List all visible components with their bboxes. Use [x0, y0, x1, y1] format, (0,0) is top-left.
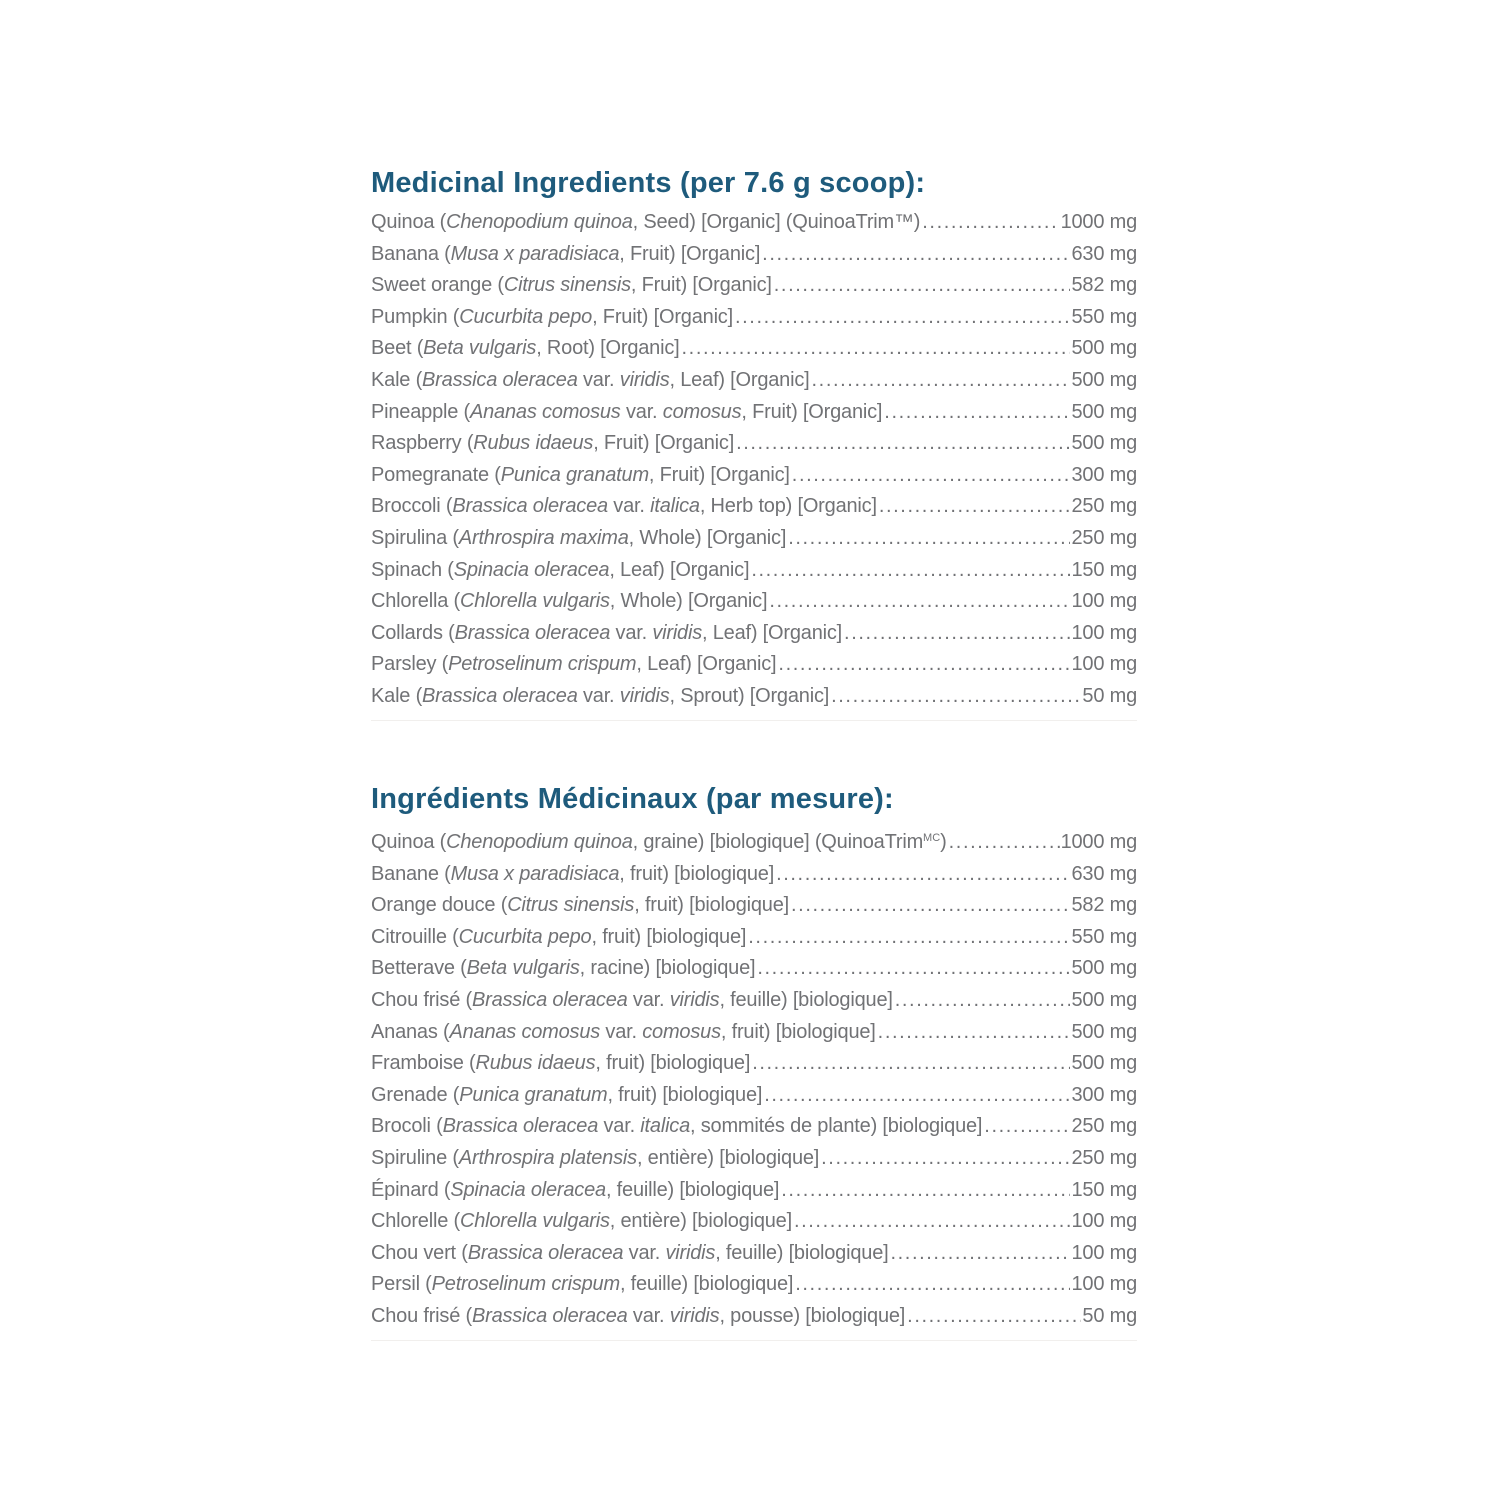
- ingredient-row: [371, 586, 1137, 618]
- ingredient-name: Quinoa (Chenopodium quinoa, Seed) [Organic] (QuinoaTrim™): [371, 211, 921, 233]
- ingredient-amount: 150 mg: [1071, 1178, 1137, 1201]
- ingredient-row: [371, 302, 1137, 334]
- ingredient-row: [371, 618, 1137, 650]
- dotted-leader: [844, 618, 1070, 650]
- ingredient-amount: 500 mg: [1071, 432, 1137, 455]
- section-title-en: Medicinal Ingredients (per 7.6 g scoop):: [371, 167, 926, 199]
- ingredient-row: [371, 953, 1137, 985]
- ingredient-amount: 150 mg: [1071, 558, 1137, 581]
- ingredient-row: [371, 681, 1137, 713]
- ingredient-row: [371, 649, 1137, 681]
- dotted-leader: [776, 859, 1070, 891]
- ingredient-row: [371, 1080, 1137, 1112]
- dotted-leader: [922, 207, 1059, 239]
- ingredient-row: [371, 365, 1137, 397]
- dotted-leader: [907, 1301, 1081, 1333]
- ingredient-name: Broccoli (Brassica oleracea var. italica, Herb top) [Organic]: [371, 495, 877, 518]
- ingredient-list-fr: [371, 823, 1137, 1333]
- ingredient-name: Citrouille (Cucurbita pepo, fruit) [biologique]: [371, 925, 747, 948]
- ingredient-row: [371, 397, 1137, 429]
- ingredient-name: Banane (Musa x paradisiaca, fruit) [biologique]: [371, 862, 775, 885]
- ingredient-row: [371, 985, 1137, 1017]
- dotted-leader: [878, 1017, 1071, 1049]
- ingredient-amount: 550 mg: [1071, 305, 1137, 328]
- dotted-leader: [895, 985, 1071, 1017]
- ingredient-list-en: [371, 207, 1137, 713]
- ingredient-name: Quinoa (Chenopodium quinoa, graine) [biologique] (QuinoaTrim$^{MC}$): [371, 831, 947, 853]
- ingredient-amount: 500 mg: [1071, 1052, 1137, 1075]
- dotted-leader: [792, 460, 1071, 492]
- ingredient-name: Kale (Brassica oleracea var. viridis, Sprout) [Organic]: [371, 684, 830, 707]
- ingredient-amount: 500 mg: [1071, 368, 1137, 391]
- dotted-leader: [774, 270, 1071, 302]
- ingredient-name: Pomegranate (Punica granatum, Fruit) [Organic]: [371, 463, 790, 486]
- ingredient-amount: 250 mg: [1071, 1146, 1137, 1169]
- ingredient-row: [371, 491, 1137, 523]
- ingredient-row: [371, 270, 1137, 302]
- ingredient-name: Grenade (Punica granatum, fruit) [biologique]: [371, 1083, 763, 1106]
- dotted-leader: [949, 827, 1060, 859]
- ingredient-name: Raspberry (Rubus idaeus, Fruit) [Organic]: [371, 432, 735, 455]
- dotted-leader: [751, 555, 1070, 587]
- dotted-leader: [831, 681, 1081, 713]
- dotted-leader: [757, 953, 1070, 985]
- ingredient-row: [371, 1301, 1137, 1333]
- ingredient-amount: 100 mg: [1071, 590, 1137, 613]
- ingredient-row: [371, 239, 1137, 271]
- dotted-leader: [879, 491, 1071, 523]
- ingredient-name: Betterave (Beta vulgaris, racine) [biologique]: [371, 957, 756, 980]
- dotted-leader: [812, 365, 1071, 397]
- ingredient-name: Spirulina (Arthrospira maxima, Whole) [Organic]: [371, 526, 787, 549]
- ingredient-name: Collards (Brassica oleracea var. viridis, Leaf) [Organic]: [371, 621, 843, 644]
- ingredient-name: Persil (Petroselinum crispum, feuille) [biologique]: [371, 1273, 794, 1296]
- ingredient-name: Framboise (Rubus idaeus, fruit) [biologique]: [371, 1052, 751, 1075]
- medicinal-ingredients-section-en: [371, 165, 1137, 721]
- ingredient-row: [371, 823, 1137, 859]
- ingredient-name: Chou frisé (Brassica oleracea var. viridis, feuille) [biologique]: [371, 988, 893, 1011]
- ingredient-name: Chou vert (Brassica oleracea var. viridis, feuille) [biologique]: [371, 1241, 889, 1264]
- ingredient-name: Beet (Beta vulgaris, Root) [Organic]: [371, 337, 680, 360]
- ingredient-row: [371, 333, 1137, 365]
- ingredient-row: [371, 555, 1137, 587]
- ingredient-row: [371, 1111, 1137, 1143]
- ingredient-name: Ananas (Ananas comosus var. comosus, fruit) [biologique]: [371, 1020, 876, 1043]
- dotted-leader: [984, 1111, 1070, 1143]
- dotted-leader: [682, 333, 1071, 365]
- ingredient-row: [371, 460, 1137, 492]
- dotted-leader: [788, 523, 1070, 555]
- ingredient-amount: 500 mg: [1071, 957, 1137, 980]
- ingredient-amount: 500 mg: [1071, 1020, 1137, 1043]
- ingredient-amount: 100 mg: [1071, 1273, 1137, 1296]
- ingredient-amount: 550 mg: [1071, 925, 1137, 948]
- ingredient-amount: 250 mg: [1071, 1115, 1137, 1138]
- ingredient-name: Chlorella (Chlorella vulgaris, Whole) [Organic]: [371, 590, 768, 613]
- ingredient-amount: 1000 mg: [1060, 211, 1137, 233]
- ingredient-amount: 582 mg: [1071, 894, 1137, 917]
- ingredient-name: Chlorelle (Chlorella vulgaris, entière) [biologique]: [371, 1210, 792, 1233]
- ingredient-amount: 500 mg: [1071, 988, 1137, 1011]
- ingredient-amount: 1000 mg: [1060, 831, 1137, 853]
- ingredient-row: [371, 1143, 1137, 1175]
- dotted-leader: [781, 1175, 1070, 1207]
- ingredient-row: [371, 523, 1137, 555]
- ingredient-row: [371, 922, 1137, 954]
- ingredient-row: [371, 1175, 1137, 1207]
- ingredient-name: Banana (Musa x paradisiaca, Fruit) [Organic]: [371, 242, 761, 265]
- dotted-leader: [791, 890, 1070, 922]
- ingredient-amount: 100 mg: [1071, 653, 1137, 676]
- ingredient-name: Pumpkin (Cucurbita pepo, Fruit) [Organic]: [371, 305, 733, 328]
- dotted-leader: [821, 1143, 1070, 1175]
- ingredient-name: Parsley (Petroselinum crispum, Leaf) [Organic]: [371, 653, 777, 676]
- ingredient-row: [371, 1206, 1137, 1238]
- ingredient-name: Orange douce (Citrus sinensis, fruit) [biologique]: [371, 894, 790, 917]
- ingredient-row: [371, 1238, 1137, 1270]
- medicinal-ingredients-section-fr: [371, 781, 1137, 1341]
- dotted-leader: [764, 1080, 1070, 1112]
- dotted-leader: [748, 922, 1070, 954]
- ingredient-amount: 50 mg: [1082, 684, 1137, 707]
- ingredient-name: Kale (Brassica oleracea var. viridis, Leaf) [Organic]: [371, 368, 810, 391]
- dotted-leader: [794, 1206, 1071, 1238]
- ingredient-name: Spiruline (Arthrospira platensis, entière) [biologique]: [371, 1146, 820, 1169]
- ingredient-amount: 250 mg: [1071, 526, 1137, 549]
- ingredient-name: Brocoli (Brassica oleracea var. italica, sommités de plante) [biologique]: [371, 1115, 983, 1138]
- ingredient-name: Pineapple (Ananas comosus var. comosus, Fruit) [Organic]: [371, 400, 883, 423]
- ingredient-amount: 300 mg: [1071, 463, 1137, 486]
- ingredient-amount: 300 mg: [1071, 1083, 1137, 1106]
- ingredient-row: [371, 428, 1137, 460]
- dotted-leader: [884, 397, 1070, 429]
- ingredient-amount: 250 mg: [1071, 495, 1137, 518]
- ingredient-amount: 100 mg: [1071, 1241, 1137, 1264]
- ingredient-amount: 100 mg: [1071, 1210, 1137, 1233]
- dotted-leader: [735, 302, 1071, 334]
- dotted-leader: [762, 239, 1070, 271]
- ingredient-amount: 582 mg: [1071, 274, 1137, 297]
- dotted-leader: [795, 1269, 1070, 1301]
- ingredient-amount: 500 mg: [1071, 337, 1137, 360]
- ingredient-row: [371, 1017, 1137, 1049]
- dotted-leader: [736, 428, 1070, 460]
- dotted-leader: [890, 1238, 1070, 1270]
- dotted-leader: [769, 586, 1070, 618]
- ingredient-row: [371, 1048, 1137, 1080]
- ingredient-name: Sweet orange (Citrus sinensis, Fruit) [Organic]: [371, 274, 772, 297]
- dotted-leader: [752, 1048, 1070, 1080]
- dotted-leader: [778, 649, 1070, 681]
- ingredient-amount: 500 mg: [1071, 400, 1137, 423]
- ingredient-name: Chou frisé (Brassica oleracea var. viridis, pousse) [biologique]: [371, 1304, 906, 1327]
- ingredient-amount: 100 mg: [1071, 621, 1137, 644]
- ingredient-amount: 630 mg: [1071, 862, 1137, 885]
- ingredient-row: [371, 1269, 1137, 1301]
- ingredient-amount: 50 mg: [1082, 1304, 1137, 1327]
- ingredient-name: Épinard (Spinacia oleracea, feuille) [biologique]: [371, 1178, 780, 1201]
- ingredient-name: Spinach (Spinacia oleracea, Leaf) [Organic]: [371, 558, 750, 581]
- ingredient-amount: 630 mg: [1071, 242, 1137, 265]
- ingredient-row: [371, 890, 1137, 922]
- ingredient-row: [371, 207, 1137, 239]
- ingredient-row: [371, 859, 1137, 891]
- section-title-fr: Ingrédients Médicinaux (par mesure):: [371, 783, 894, 815]
